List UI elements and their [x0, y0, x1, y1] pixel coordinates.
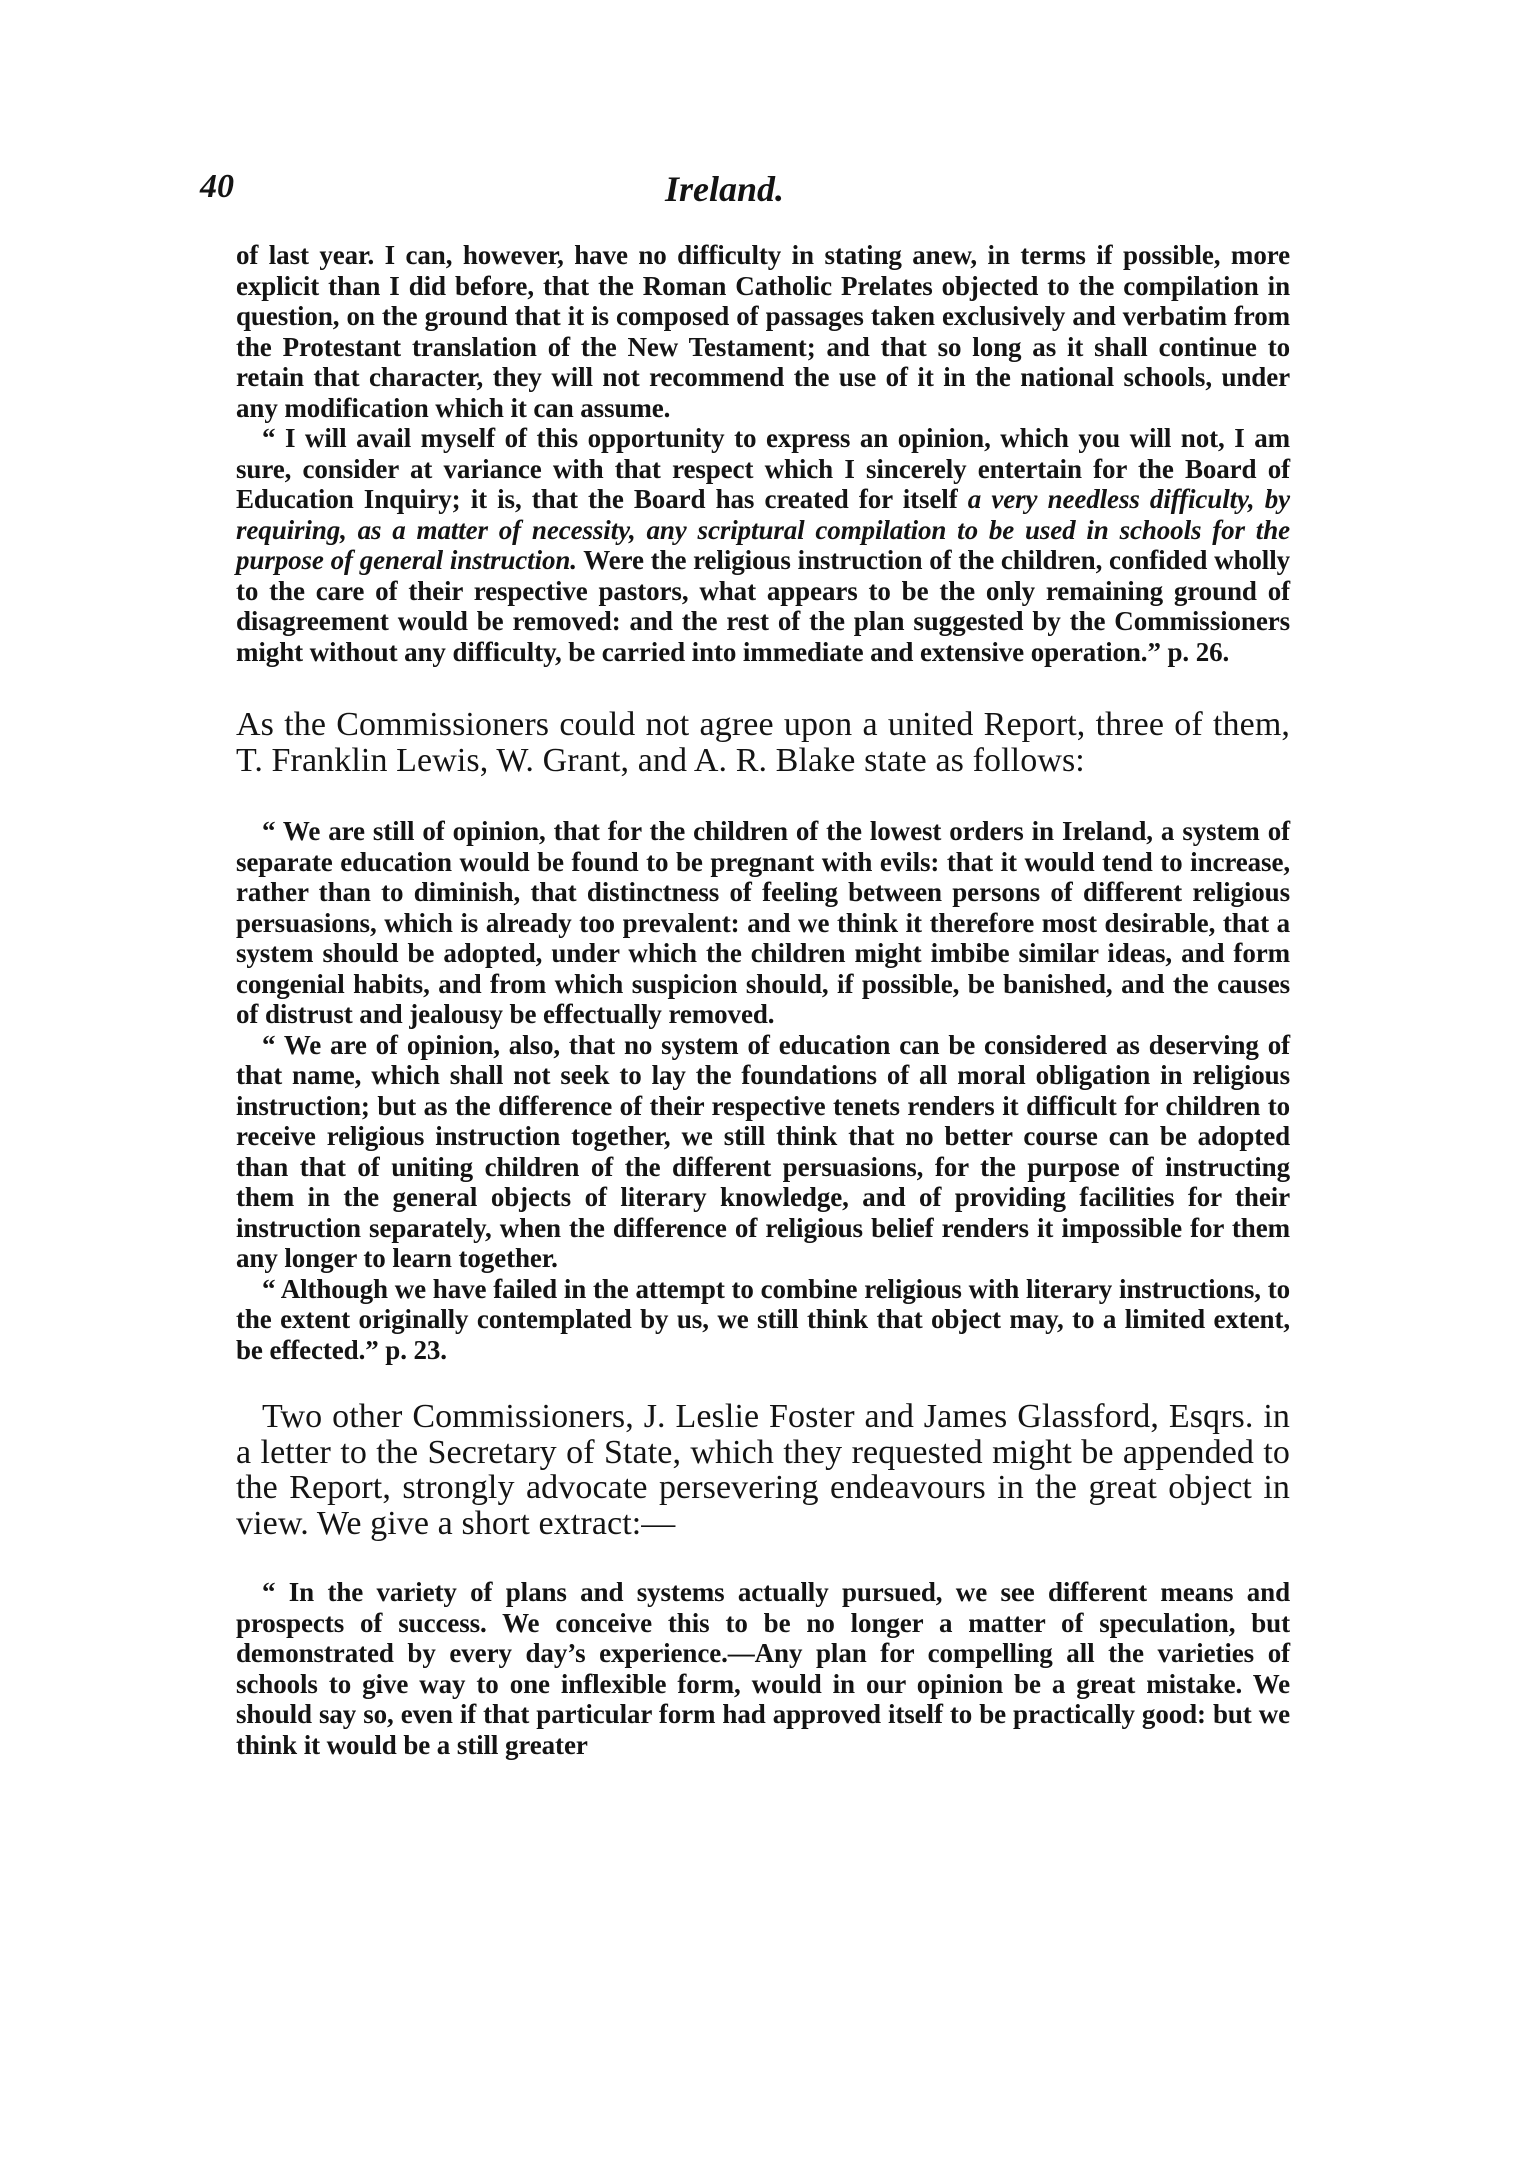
quote-paragraph-4: “ We are of opinion, also, that no system of education can be considered as deserving of that name, which shall not seek to lay the foundations of all moral obligation in religious instruction; but as the difference of their respective tenets renders it difficult for children to receive religious instruction together, we still think that no better course can be adopted than that of uniting children of the different persuasions, for the purpose of instructing them in the general objects of literary knowledge, and of providing facilities for their instruction separately, when the difference of religious belief renders it impossible for them any longer to learn together.	[236, 1029, 1290, 1273]
running-title: Ireland.	[665, 169, 785, 209]
quote-2-start: “ I will avail myself of this opportunity to express an opinion, which you will not, I am sure, consider at variance with that respect which I sincerely entertain for the Board of Education Inquiry; it is, that the Board has created for itself	[236, 423, 1290, 514]
spacer	[236, 1541, 1290, 1577]
quote-2-end: Were the religious instruction of the children, confided wholly to the care of their respective pastors, what appears to be the only remaining ground of disagreement would be removed: and the rest of the plan suggested by the Commissioners might without any difficulty, be carried into immediate and extensive operation.” p. 26.	[236, 545, 1290, 667]
quote-paragraph-2	[236, 423, 1290, 667]
quote-paragraph-5: “ Although we have failed in the attempt to combine religious with literary instructions, to the extent originally contemplated by us, we still think that object may, to a limited extent, be effected.” p. 23.	[236, 1273, 1290, 1365]
quote-paragraph-3: “ We are still of opinion, that for the children of the lowest orders in Ireland, a system of separate education would be found to be pregnant with evils: that it would tend to increase, rather than to diminish, that distinctness of feeling between persons of different religious persuasions, which is already too prevalent: and we think it therefore most desirable, that a system should be adopted, under which the children might imbibe similar ideas, and form congenial habits, and from which suspicion should, if possible, be banished, and the causes of distrust and jealousy be effectually removed.	[236, 816, 1290, 1029]
quote-paragraph-1: of last year. I can, however, have no difficulty in stating anew, in terms if possible, more explicit than I did before, that the Roman Catholic Prelates objected to the compilation in question, on the ground that it is composed of passages taken exclusively and verbatim from the Protestant translation of the New Testament; and that so long as it shall continue to retain that character, they will not recommend the use of it in the national schools, under any modification which it can assume.	[236, 240, 1290, 423]
quote-2-italic: a very needless difficulty, by requiring, as a matter of necessity, any scriptural compilation to be used in schools for the purpose of general instruction.	[236, 484, 1290, 575]
text-column	[236, 240, 1290, 1760]
spacer	[236, 667, 1290, 707]
spacer	[236, 1365, 1290, 1399]
body-paragraph-1: As the Commissioners could not agree upon a united Report, three of them, T. Franklin Lewis, W. Grant, and A. R. Blake state as follows:	[236, 706, 1290, 779]
body-paragraph-2: Two other Commissioners, J. Leslie Foster and James Glassford, Esqrs. in a letter to the Secretary of State, which they requested might be appended to the Report, strongly advocate persevering endeavours in the great object in view. We give a short extract:—	[236, 1398, 1290, 1542]
quote-paragraph-6: “ In the variety of plans and systems actually pursued, we see different means and prospects of success. We conceive this to be no longer a matter of speculation, but demonstrated by every day’s experience.—Any plan for compelling all the varieties of schools to give way to one inflexible form, would in our opinion be a great mistake. We should say so, even if that particular form had approved itself to be practically good: but we think it would be a still greater	[236, 1577, 1290, 1760]
spacer	[236, 778, 1290, 816]
running-head	[200, 168, 1300, 218]
page-number: 40	[200, 168, 234, 205]
